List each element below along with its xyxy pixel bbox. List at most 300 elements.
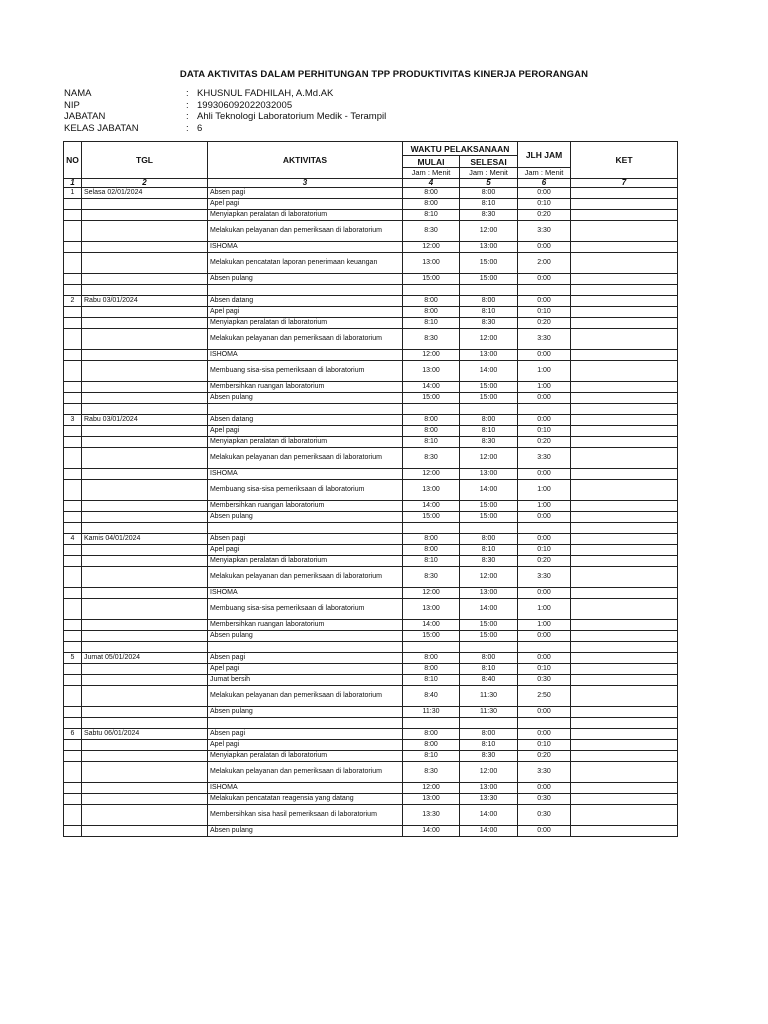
cell-mulai: 12:00 bbox=[403, 783, 460, 794]
table-row bbox=[64, 707, 678, 718]
table-row bbox=[64, 556, 678, 567]
header-no: NO bbox=[64, 142, 82, 179]
cell-mulai: 12:00 bbox=[403, 242, 460, 253]
table-row bbox=[64, 274, 678, 285]
cell-mulai: 12:00 bbox=[403, 469, 460, 480]
cell-no bbox=[64, 307, 82, 318]
cell-ket bbox=[571, 675, 678, 686]
empty-cell bbox=[82, 285, 208, 296]
cell-selesai: 8:00 bbox=[460, 415, 518, 426]
cell-mulai: 8:30 bbox=[403, 221, 460, 242]
cell-aktivitas: Absen pagi bbox=[208, 188, 403, 199]
cell-aktivitas: Absen pagi bbox=[208, 729, 403, 740]
cell-mulai: 8:10 bbox=[403, 210, 460, 221]
table-row bbox=[64, 783, 678, 794]
cell-selesai: 13:00 bbox=[460, 350, 518, 361]
cell-selesai: 14:00 bbox=[460, 599, 518, 620]
cell-mulai: 15:00 bbox=[403, 393, 460, 404]
cell-selesai: 12:00 bbox=[460, 448, 518, 469]
info-label: NAMA bbox=[64, 88, 92, 99]
cell-ket bbox=[571, 599, 678, 620]
cell-tgl bbox=[82, 307, 208, 318]
cell-selesai: 13:00 bbox=[460, 588, 518, 599]
empty-cell bbox=[208, 523, 403, 534]
cell-ket bbox=[571, 253, 678, 274]
cell-mulai: 8:40 bbox=[403, 686, 460, 707]
cell-mulai: 8:00 bbox=[403, 664, 460, 675]
cell-jlh-jam: 0:00 bbox=[518, 653, 571, 664]
cell-jlh-jam: 0:30 bbox=[518, 794, 571, 805]
cell-aktivitas: Membersihkan ruangan laboratorium bbox=[208, 620, 403, 631]
empty-cell bbox=[208, 404, 403, 415]
cell-aktivitas: ISHOMA bbox=[208, 783, 403, 794]
table-row bbox=[64, 426, 678, 437]
cell-ket bbox=[571, 783, 678, 794]
cell-jlh-jam: 0:00 bbox=[518, 707, 571, 718]
cell-aktivitas: Absen pagi bbox=[208, 653, 403, 664]
activity-table bbox=[63, 141, 678, 837]
cell-ket bbox=[571, 480, 678, 501]
cell-ket bbox=[571, 426, 678, 437]
cell-aktivitas: Membersihkan ruangan laboratorium bbox=[208, 501, 403, 512]
cell-tgl bbox=[82, 556, 208, 567]
cell-ket bbox=[571, 826, 678, 837]
cell-tgl bbox=[82, 794, 208, 805]
column-number: 5 bbox=[460, 179, 518, 188]
spacer-row bbox=[64, 523, 678, 534]
cell-no bbox=[64, 783, 82, 794]
cell-mulai: 8:10 bbox=[403, 556, 460, 567]
table-row bbox=[64, 350, 678, 361]
empty-cell bbox=[64, 523, 82, 534]
cell-ket bbox=[571, 664, 678, 675]
column-number-row bbox=[64, 179, 678, 188]
cell-jlh-jam: 0:00 bbox=[518, 826, 571, 837]
cell-no bbox=[64, 329, 82, 350]
cell-jlh-jam: 1:00 bbox=[518, 620, 571, 631]
header-selesai: SELESAI bbox=[460, 156, 518, 168]
cell-selesai: 15:00 bbox=[460, 512, 518, 523]
cell-mulai: 8:00 bbox=[403, 534, 460, 545]
table-row bbox=[64, 686, 678, 707]
table-row bbox=[64, 512, 678, 523]
cell-no: 6 bbox=[64, 729, 82, 740]
cell-selesai: 15:00 bbox=[460, 620, 518, 631]
info-value: 199306092022032005 bbox=[197, 99, 293, 111]
header-tgl: TGL bbox=[82, 142, 208, 179]
cell-mulai: 15:00 bbox=[403, 274, 460, 285]
table-row bbox=[64, 437, 678, 448]
table-row bbox=[64, 361, 678, 382]
cell-jlh-jam: 3:30 bbox=[518, 221, 571, 242]
cell-selesai: 13:00 bbox=[460, 783, 518, 794]
cell-mulai: 13:00 bbox=[403, 253, 460, 274]
cell-aktivitas: Absen pulang bbox=[208, 274, 403, 285]
cell-tgl bbox=[82, 210, 208, 221]
cell-no: 4 bbox=[64, 534, 82, 545]
table-row bbox=[64, 751, 678, 762]
spacer-row bbox=[64, 642, 678, 653]
table-row bbox=[64, 631, 678, 642]
cell-tgl bbox=[82, 686, 208, 707]
cell-tgl bbox=[82, 361, 208, 382]
cell-aktivitas: Apel pagi bbox=[208, 545, 403, 556]
cell-jlh-jam: 0:00 bbox=[518, 350, 571, 361]
cell-no: 3 bbox=[64, 415, 82, 426]
cell-selesai: 8:00 bbox=[460, 296, 518, 307]
cell-mulai: 8:10 bbox=[403, 437, 460, 448]
cell-no bbox=[64, 740, 82, 751]
cell-tgl bbox=[82, 253, 208, 274]
cell-ket bbox=[571, 729, 678, 740]
table-row bbox=[64, 382, 678, 393]
cell-selesai: 12:00 bbox=[460, 221, 518, 242]
header-unit-selesai: Jam : Menit bbox=[460, 168, 518, 179]
cell-mulai: 12:00 bbox=[403, 588, 460, 599]
cell-aktivitas: Melakukan pelayanan dan pemeriksaan di laboratorium bbox=[208, 686, 403, 707]
cell-jlh-jam: 2:50 bbox=[518, 686, 571, 707]
cell-ket bbox=[571, 437, 678, 448]
cell-no bbox=[64, 707, 82, 718]
cell-ket bbox=[571, 501, 678, 512]
cell-aktivitas: Melakukan pencatatan reagensia yang datang bbox=[208, 794, 403, 805]
header-ket: KET bbox=[571, 142, 678, 179]
spacer-row bbox=[64, 285, 678, 296]
cell-selesai: 8:10 bbox=[460, 740, 518, 751]
empty-cell bbox=[82, 523, 208, 534]
cell-no bbox=[64, 556, 82, 567]
table-row bbox=[64, 210, 678, 221]
cell-selesai: 15:00 bbox=[460, 501, 518, 512]
column-number: 6 bbox=[518, 179, 571, 188]
cell-ket bbox=[571, 740, 678, 751]
table-row bbox=[64, 199, 678, 210]
cell-aktivitas: Apel pagi bbox=[208, 199, 403, 210]
cell-aktivitas: Apel pagi bbox=[208, 740, 403, 751]
cell-mulai: 14:00 bbox=[403, 826, 460, 837]
cell-aktivitas: ISHOMA bbox=[208, 242, 403, 253]
cell-jlh-jam: 0:00 bbox=[518, 469, 571, 480]
empty-cell bbox=[208, 718, 403, 729]
cell-selesai: 8:10 bbox=[460, 307, 518, 318]
cell-no bbox=[64, 588, 82, 599]
empty-cell bbox=[403, 523, 460, 534]
cell-tgl bbox=[82, 274, 208, 285]
cell-aktivitas: Absen pulang bbox=[208, 512, 403, 523]
cell-ket bbox=[571, 794, 678, 805]
cell-mulai: 13:00 bbox=[403, 794, 460, 805]
empty-cell bbox=[64, 718, 82, 729]
cell-no bbox=[64, 675, 82, 686]
table-row bbox=[64, 318, 678, 329]
cell-ket bbox=[571, 307, 678, 318]
cell-tgl bbox=[82, 221, 208, 242]
cell-ket bbox=[571, 350, 678, 361]
cell-mulai: 8:30 bbox=[403, 567, 460, 588]
table-row bbox=[64, 534, 678, 545]
cell-mulai: 14:00 bbox=[403, 501, 460, 512]
empty-cell bbox=[403, 285, 460, 296]
cell-no bbox=[64, 631, 82, 642]
cell-selesai: 8:00 bbox=[460, 653, 518, 664]
cell-no bbox=[64, 686, 82, 707]
cell-mulai: 8:10 bbox=[403, 318, 460, 329]
empty-cell bbox=[82, 718, 208, 729]
cell-tgl: Kamis 04/01/2024 bbox=[82, 534, 208, 545]
table-row bbox=[64, 762, 678, 783]
cell-jlh-jam: 1:00 bbox=[518, 501, 571, 512]
empty-cell bbox=[518, 642, 571, 653]
cell-mulai: 11:30 bbox=[403, 707, 460, 718]
cell-ket bbox=[571, 545, 678, 556]
cell-ket bbox=[571, 393, 678, 404]
cell-tgl bbox=[82, 588, 208, 599]
cell-tgl bbox=[82, 783, 208, 794]
cell-ket bbox=[571, 448, 678, 469]
empty-cell bbox=[82, 642, 208, 653]
cell-selesai: 15:00 bbox=[460, 382, 518, 393]
cell-tgl bbox=[82, 242, 208, 253]
cell-selesai: 12:00 bbox=[460, 762, 518, 783]
cell-no bbox=[64, 567, 82, 588]
column-number: 4 bbox=[403, 179, 460, 188]
empty-cell bbox=[571, 404, 678, 415]
cell-mulai: 8:00 bbox=[403, 199, 460, 210]
header-jlh-jam: JLH JAM bbox=[518, 142, 571, 168]
cell-jlh-jam: 0:10 bbox=[518, 664, 571, 675]
table-row bbox=[64, 588, 678, 599]
cell-no bbox=[64, 448, 82, 469]
cell-aktivitas: ISHOMA bbox=[208, 469, 403, 480]
cell-tgl bbox=[82, 545, 208, 556]
empty-cell bbox=[518, 285, 571, 296]
cell-tgl bbox=[82, 751, 208, 762]
column-number: 3 bbox=[208, 179, 403, 188]
table-row bbox=[64, 664, 678, 675]
cell-tgl bbox=[82, 599, 208, 620]
empty-cell bbox=[460, 285, 518, 296]
empty-cell bbox=[460, 404, 518, 415]
cell-no bbox=[64, 318, 82, 329]
table-row bbox=[64, 653, 678, 664]
table-row bbox=[64, 253, 678, 274]
cell-aktivitas: Membuang sisa-sisa pemeriksaan di laboratorium bbox=[208, 361, 403, 382]
cell-jlh-jam: 3:30 bbox=[518, 329, 571, 350]
cell-ket bbox=[571, 274, 678, 285]
cell-mulai: 13:00 bbox=[403, 480, 460, 501]
cell-mulai: 8:30 bbox=[403, 448, 460, 469]
cell-mulai: 8:00 bbox=[403, 740, 460, 751]
cell-aktivitas: Absen pagi bbox=[208, 534, 403, 545]
header-waktu-pelaksanaan: WAKTU PELAKSANAAN bbox=[403, 142, 518, 156]
table-row bbox=[64, 307, 678, 318]
cell-no bbox=[64, 382, 82, 393]
empty-cell bbox=[460, 642, 518, 653]
cell-aktivitas: ISHOMA bbox=[208, 350, 403, 361]
cell-no bbox=[64, 210, 82, 221]
cell-jlh-jam: 0:00 bbox=[518, 729, 571, 740]
cell-tgl bbox=[82, 469, 208, 480]
cell-aktivitas: Absen pulang bbox=[208, 826, 403, 837]
cell-jlh-jam: 0:00 bbox=[518, 274, 571, 285]
table-row bbox=[64, 469, 678, 480]
spacer-row bbox=[64, 718, 678, 729]
cell-ket bbox=[571, 762, 678, 783]
cell-tgl bbox=[82, 631, 208, 642]
cell-mulai: 12:00 bbox=[403, 350, 460, 361]
cell-no bbox=[64, 620, 82, 631]
cell-jlh-jam: 0:00 bbox=[518, 188, 571, 199]
cell-mulai: 8:10 bbox=[403, 751, 460, 762]
cell-ket bbox=[571, 188, 678, 199]
column-number: 2 bbox=[82, 179, 208, 188]
cell-tgl: Jumat 05/01/2024 bbox=[82, 653, 208, 664]
cell-mulai: 8:30 bbox=[403, 329, 460, 350]
cell-ket bbox=[571, 199, 678, 210]
cell-jlh-jam: 0:20 bbox=[518, 318, 571, 329]
empty-cell bbox=[82, 404, 208, 415]
cell-aktivitas: ISHOMA bbox=[208, 588, 403, 599]
cell-jlh-jam: 0:10 bbox=[518, 426, 571, 437]
cell-jlh-jam: 0:20 bbox=[518, 437, 571, 448]
cell-mulai: 8:00 bbox=[403, 729, 460, 740]
cell-aktivitas: Melakukan pelayanan dan pemeriksaan di laboratorium bbox=[208, 567, 403, 588]
cell-tgl bbox=[82, 826, 208, 837]
cell-tgl bbox=[82, 501, 208, 512]
table-row bbox=[64, 599, 678, 620]
table-row bbox=[64, 393, 678, 404]
cell-jlh-jam: 0:00 bbox=[518, 415, 571, 426]
cell-jlh-jam: 0:30 bbox=[518, 675, 571, 686]
cell-tgl bbox=[82, 707, 208, 718]
cell-tgl bbox=[82, 448, 208, 469]
cell-mulai: 8:00 bbox=[403, 296, 460, 307]
table-row bbox=[64, 296, 678, 307]
cell-aktivitas: Absen pulang bbox=[208, 707, 403, 718]
cell-ket bbox=[571, 707, 678, 718]
empty-cell bbox=[208, 642, 403, 653]
cell-ket bbox=[571, 534, 678, 545]
info-separator: : bbox=[186, 122, 189, 134]
cell-no bbox=[64, 199, 82, 210]
cell-no bbox=[64, 805, 82, 826]
cell-ket bbox=[571, 751, 678, 762]
cell-tgl bbox=[82, 512, 208, 523]
cell-jlh-jam: 0:10 bbox=[518, 545, 571, 556]
info-separator: : bbox=[186, 88, 189, 99]
cell-mulai: 15:00 bbox=[403, 631, 460, 642]
cell-ket bbox=[571, 620, 678, 631]
cell-mulai: 8:00 bbox=[403, 415, 460, 426]
info-value: 6 bbox=[197, 122, 203, 134]
empty-cell bbox=[518, 404, 571, 415]
header-row bbox=[64, 142, 678, 156]
info-value: Ahli Teknologi Laboratorium Medik - Terampil bbox=[197, 111, 387, 122]
cell-tgl: Sabtu 06/01/2024 bbox=[82, 729, 208, 740]
cell-jlh-jam: 3:30 bbox=[518, 448, 571, 469]
cell-no bbox=[64, 794, 82, 805]
cell-no bbox=[64, 469, 82, 480]
table-row bbox=[64, 501, 678, 512]
table-row bbox=[64, 188, 678, 199]
cell-no bbox=[64, 253, 82, 274]
cell-selesai: 8:10 bbox=[460, 426, 518, 437]
empty-cell bbox=[208, 285, 403, 296]
cell-jlh-jam: 0:00 bbox=[518, 296, 571, 307]
cell-tgl bbox=[82, 329, 208, 350]
cell-ket bbox=[571, 242, 678, 253]
info-label: NIP bbox=[64, 99, 80, 111]
cell-jlh-jam: 0:10 bbox=[518, 307, 571, 318]
cell-jlh-jam: 0:00 bbox=[518, 393, 571, 404]
cell-selesai: 11:30 bbox=[460, 707, 518, 718]
cell-no bbox=[64, 426, 82, 437]
cell-no bbox=[64, 826, 82, 837]
cell-ket bbox=[571, 221, 678, 242]
header-unit-mulai: Jam : Menit bbox=[403, 168, 460, 179]
header-unit-jlh: Jam : Menit bbox=[518, 168, 571, 179]
cell-no bbox=[64, 221, 82, 242]
cell-tgl bbox=[82, 437, 208, 448]
cell-selesai: 15:00 bbox=[460, 274, 518, 285]
cell-selesai: 14:00 bbox=[460, 826, 518, 837]
cell-ket bbox=[571, 382, 678, 393]
cell-selesai: 14:00 bbox=[460, 480, 518, 501]
cell-aktivitas: Membuang sisa-sisa pemeriksaan di laboratorium bbox=[208, 480, 403, 501]
empty-cell bbox=[571, 718, 678, 729]
cell-no bbox=[64, 599, 82, 620]
cell-ket bbox=[571, 588, 678, 599]
cell-tgl bbox=[82, 567, 208, 588]
cell-no bbox=[64, 437, 82, 448]
cell-ket bbox=[571, 805, 678, 826]
empty-cell bbox=[64, 404, 82, 415]
table-row bbox=[64, 675, 678, 686]
cell-jlh-jam: 0:00 bbox=[518, 242, 571, 253]
empty-cell bbox=[403, 718, 460, 729]
cell-mulai: 8:00 bbox=[403, 653, 460, 664]
cell-tgl bbox=[82, 675, 208, 686]
cell-selesai: 8:30 bbox=[460, 437, 518, 448]
cell-no bbox=[64, 664, 82, 675]
cell-jlh-jam: 1:00 bbox=[518, 361, 571, 382]
cell-selesai: 8:30 bbox=[460, 556, 518, 567]
cell-ket bbox=[571, 631, 678, 642]
cell-tgl bbox=[82, 805, 208, 826]
cell-aktivitas: Absen pulang bbox=[208, 393, 403, 404]
info-separator: : bbox=[186, 111, 189, 122]
spacer-row bbox=[64, 404, 678, 415]
cell-aktivitas: Apel pagi bbox=[208, 426, 403, 437]
empty-cell bbox=[460, 523, 518, 534]
cell-selesai: 8:30 bbox=[460, 751, 518, 762]
cell-no: 2 bbox=[64, 296, 82, 307]
cell-jlh-jam: 0:00 bbox=[518, 512, 571, 523]
cell-selesai: 14:00 bbox=[460, 361, 518, 382]
table-row bbox=[64, 620, 678, 631]
cell-tgl: Selasa 02/01/2024 bbox=[82, 188, 208, 199]
cell-tgl bbox=[82, 426, 208, 437]
cell-selesai: 12:00 bbox=[460, 329, 518, 350]
cell-selesai: 8:10 bbox=[460, 199, 518, 210]
cell-selesai: 8:00 bbox=[460, 729, 518, 740]
cell-jlh-jam: 2:00 bbox=[518, 253, 571, 274]
cell-tgl bbox=[82, 620, 208, 631]
cell-no bbox=[64, 480, 82, 501]
info-value: KHUSNUL FADHILAH, A.Md.AK bbox=[197, 88, 334, 99]
cell-mulai: 13:00 bbox=[403, 361, 460, 382]
cell-ket bbox=[571, 296, 678, 307]
